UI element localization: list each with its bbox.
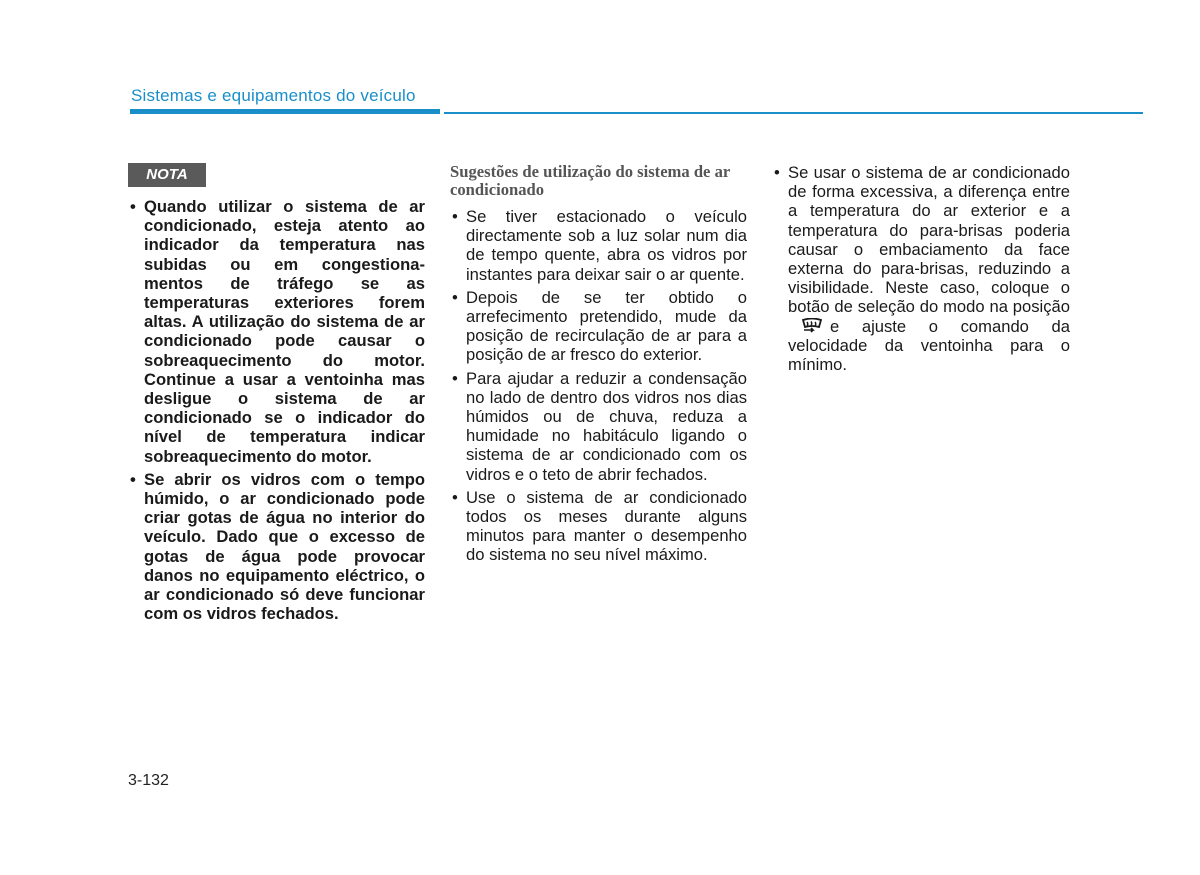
header-rule-thick — [130, 109, 440, 114]
tip-item: • Depois de se ter obtido o arrefecimento pretendido, mude da posição de recirculação de ar para a posição de ar fresco do exterior. — [450, 288, 747, 365]
tip-text-after-icon: e ajuste o comando da velocidade da ventoinha para o mínimo. — [788, 316, 1070, 375]
nota-item: • Quando utilizar o sistema de ar condicionado, esteja atento ao indicador da temperatura nas subidas ou em congestiona-mentos de tráfego se as temperaturas exteriores forem altas. A utilização do sistema de ar condicionado pode causar o sobreaquecimento do motor. Continue a usar a ventoinha mas desligue o sistema de ar condicionado se o indicador do nível de temperatura indicar sobreaquecimento do motor. — [128, 197, 425, 466]
nota-badge: NOTA — [128, 163, 206, 187]
tip-text-before-icon: Se usar o sistema de ar condicionado de forma excessiva, a diferença entre a temperatura do ar exterior e a temperatura do para-brisas poderia causar o embaciamento da face externa do para-brisas, reduzindo a visibilidade. Neste caso, coloque o botão de seleção do modo na posição — [788, 163, 1070, 317]
column-1 — [128, 163, 425, 627]
tips-heading: Sugestões de utilização do sistema de ar condicionado — [450, 162, 730, 199]
tip-item: • Para ajudar a reduzir a condensação no lado de dentro dos vidros nos dias húmidos ou de chuva, reduza a humidade no habitáculo ligando o sistema de ar condicionado com os vidros e o teto de abrir fechados. — [450, 369, 747, 484]
tips-list-continued — [772, 163, 1070, 374]
tip-item: • Use o sistema de ar condicionado todos os meses durante alguns minutos para manter o desempenho do sistema no seu nível máximo. — [450, 488, 747, 565]
nota-item: • Se abrir os vidros com o tempo húmido, o ar condicionado pode criar gotas de água no interior do veículo. Dado que o excesso de gotas de água pode provocar danos no equipamento eléctrico, o ar condicionado só deve funcionar com os vidros fechados. — [128, 470, 425, 624]
tips-list — [450, 207, 747, 565]
tip-item — [772, 163, 1070, 374]
section-title: Sistemas e equipamentos do veículo — [131, 86, 416, 105]
page-number: 3-132 — [128, 772, 169, 789]
nota-list — [128, 197, 425, 623]
tip-item: • Se tiver estacionado o veículo directamente sob a luz solar num dia de tempo quente, abra os vidros por instantes para deixar sair o ar quente. — [450, 207, 747, 284]
windshield-defrost-mode-icon — [800, 318, 824, 334]
column-3 — [772, 163, 1070, 378]
column-2 — [450, 163, 747, 569]
header-rule-thin — [444, 112, 1143, 114]
